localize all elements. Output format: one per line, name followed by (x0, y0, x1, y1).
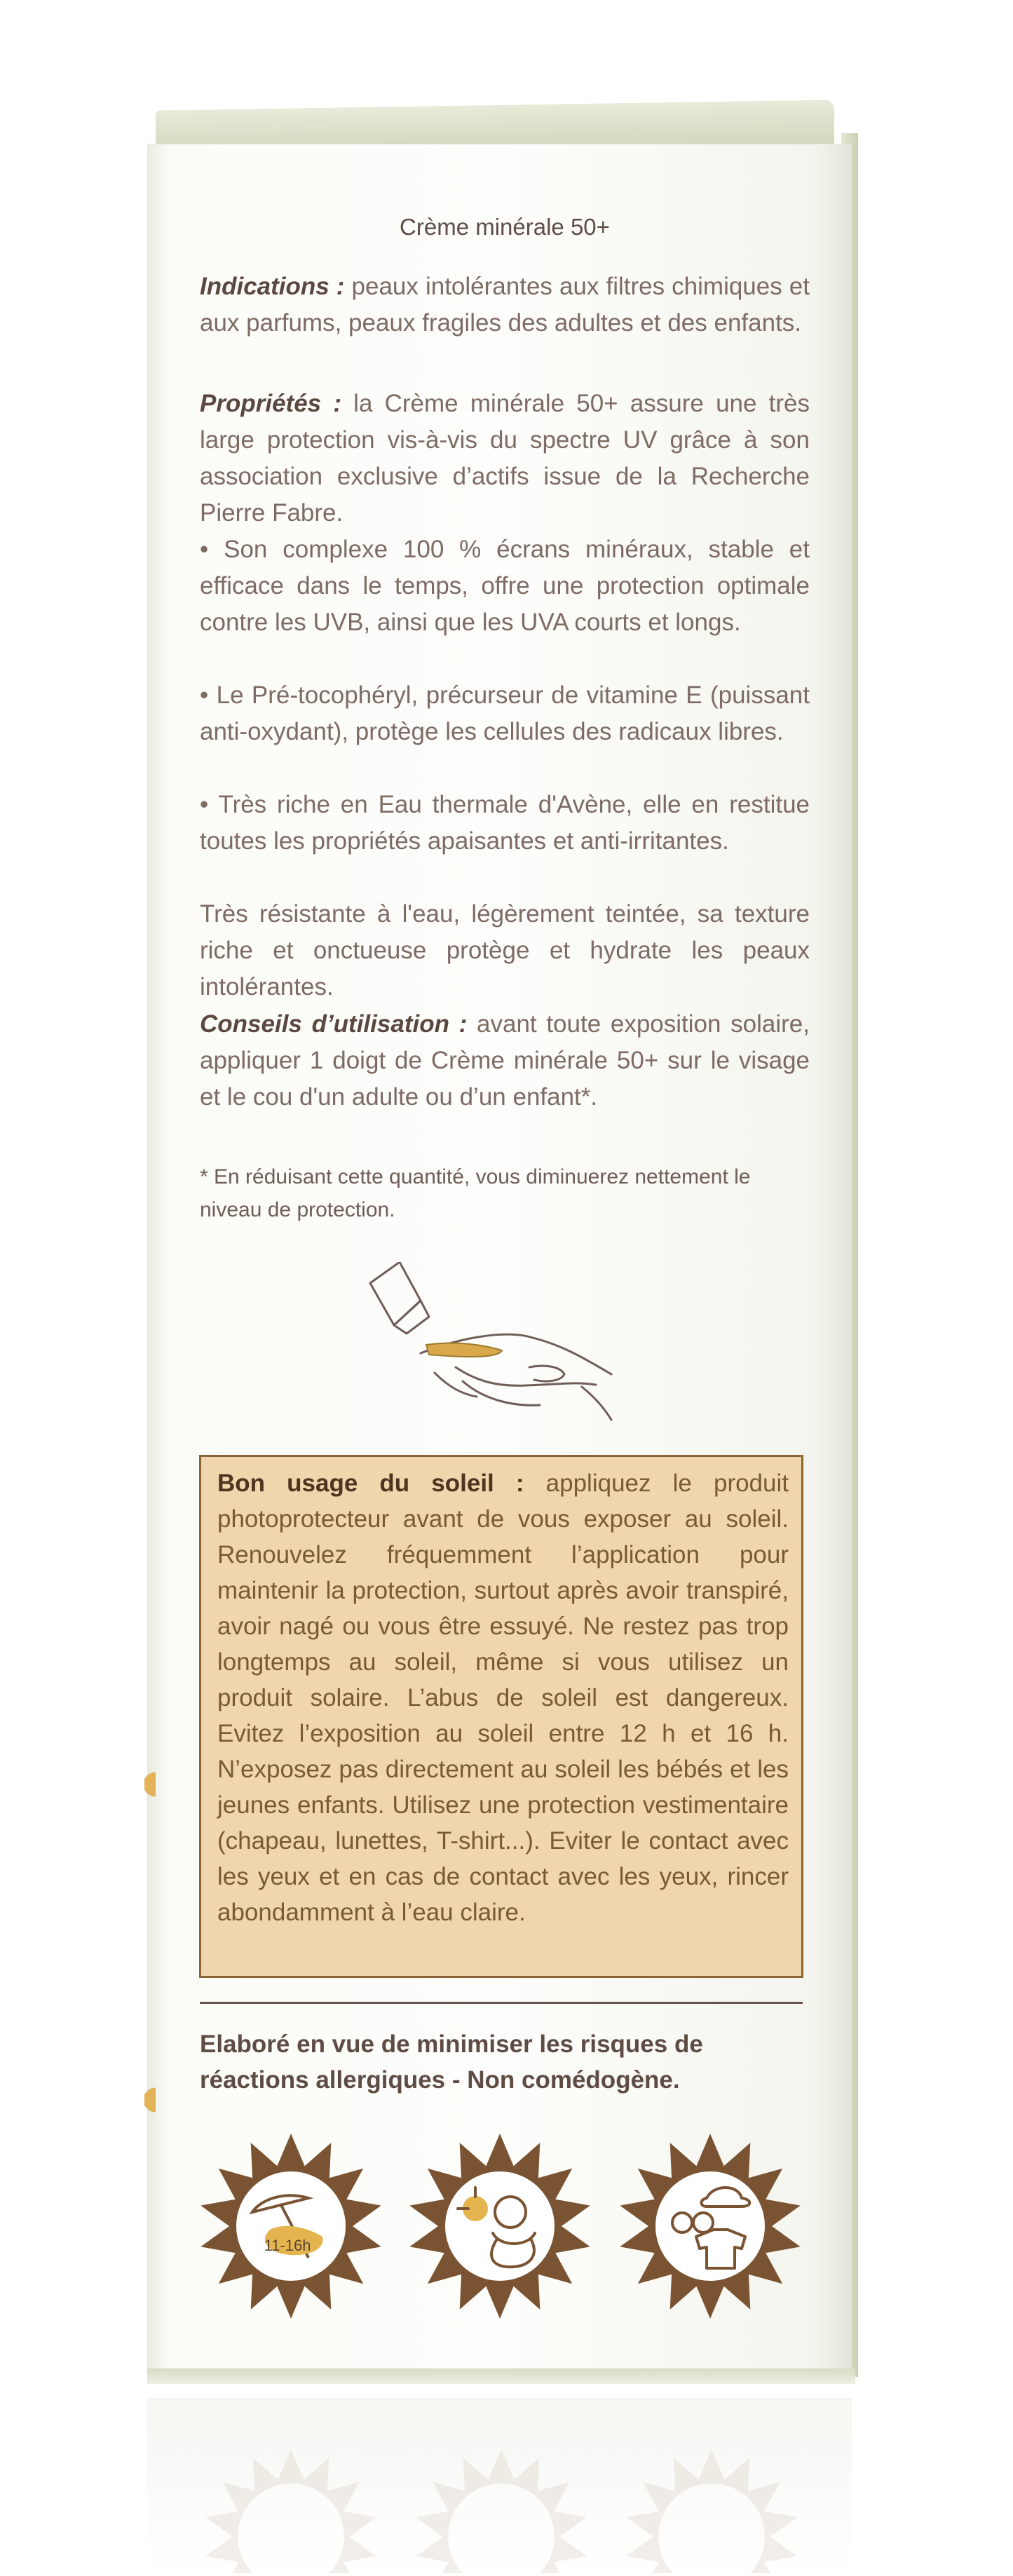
bullet-item: • Très riche en Eau thermale d'Avène, elle en restitue toutes les propriétés apaisantes et anti-irritantes. (200, 791, 810, 855)
bullet-item: • Son complexe 100 % écrans minéraux, stable et efficace dans le temps, offre une protection optimale contre les UVB, ainsi que les UVA courts et longs. (200, 536, 810, 636)
conseils-paragraph (200, 1006, 810, 1116)
footnote: * En réduisant cette quantité, vous diminuerez nettement le niveau de protection. (200, 1165, 751, 1221)
conseils-label: Conseils d’utilisation : (200, 1010, 468, 1038)
conseils-text: avant toute exposition solaire, appliquer 1 doigt de Crème minérale 50+ sur le visage et le cou d'un adulte ou d’un enfant*. (200, 1010, 810, 1111)
bullet-item: • Le Pré-tocophéryl, précurseur de vitamine E (puissant anti-oxydant), protège les cellules des radicaux libres. (200, 682, 810, 745)
side-sun-fragment (144, 1760, 156, 1809)
hand-tube-illustration (351, 1262, 645, 1423)
sun-safety-label: Bon usage du soleil : (217, 1470, 524, 1497)
sun-clothing-icon (616, 2131, 805, 2321)
proprietes-label: Propriétés : (200, 390, 341, 417)
box-bottom-edge (147, 2368, 855, 2384)
texture-paragraph: Très résistante à l'eau, légèrement teintée, sa texture riche et onctueuse protège et hydrate les peaux intolérantes. (200, 900, 810, 1001)
hypoallergenic-claim: Elaboré en vue de minimiser les risques de réactions allergiques - Non comédogène. (200, 2031, 703, 2094)
hours-label: 11-16h (264, 2237, 311, 2254)
side-sun-fragment (144, 2075, 156, 2124)
reflected-sun-icon (410, 2447, 592, 2573)
indications-label: Indications : (200, 273, 345, 300)
reflected-sun-icon (200, 2447, 382, 2573)
sun-umbrella-hours-icon (196, 2131, 386, 2321)
sun-safety-text (217, 1465, 789, 1930)
sun-baby-icon (405, 2131, 594, 2321)
product-title: Crème minérale 50+ (400, 214, 610, 240)
proprietes-paragraph (200, 386, 810, 531)
divider (200, 2002, 803, 2004)
indications-text: peaux intolérantes aux filtres chimiques et aux parfums, peaux fragiles des adultes et des enfants. (200, 273, 810, 337)
reflected-sun-icon (620, 2447, 803, 2573)
indications-paragraph (200, 269, 810, 341)
sun-safety-body: appliquez le produit photoprotecteur avant de vous exposer au soleil. Renouvelez fréquemment l’application pour maintenir la protection, surtout après avoir transpiré, avoir nagé ou vous être essuyé. Ne restez pas trop longtemps au soleil, même si vous utilisez un produit solaire. L’abus de soleil est dangereux. Evitez l’exposition au soleil entre 12 h et 16 h. N’exposez pas directement au soleil les bébés et les jeunes enfants. Utilisez une protection vestimentaire (chapeau, lunettes, T-shirt...). Eviter le contact avec les yeux et en cas de contact avec les yeux, rincer abondamment à l’eau claire. (217, 1470, 789, 1926)
proprietes-text: la Crème minérale 50+ assure une très large protection vis-à-vis du spectre UV grâce à son association exclusive d’actifs issue de la Recherche Pierre Fabre. (200, 390, 810, 527)
